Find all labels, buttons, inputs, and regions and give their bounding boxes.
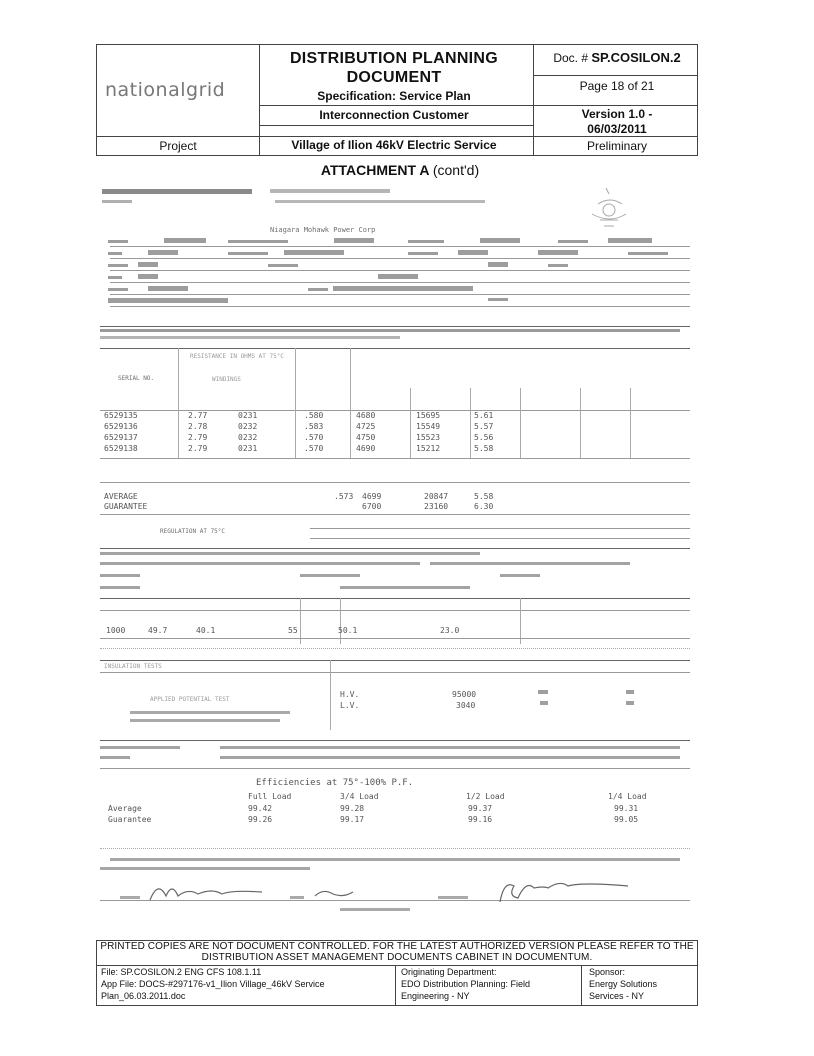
serial-cell: 6529135 [104, 411, 138, 420]
orig-line: EDO Distribution Planning: Field [401, 979, 531, 989]
noload-cell: 4750 [356, 433, 376, 442]
test-hv-label: H.V. [340, 690, 360, 699]
version-label: Version 1.0 - [581, 107, 653, 121]
eff-cell: 99.28 [340, 804, 365, 813]
scanned-header-text [100, 186, 590, 216]
loadloss-cell: 15523 [416, 433, 441, 442]
title-line-2: DOCUMENT [346, 69, 442, 86]
imp-cell: 5.61 [474, 411, 494, 420]
scanned-test-note [130, 710, 310, 726]
doc-number-value: SP.COSILON.2 [591, 50, 681, 65]
attachment-suffix: (cont'd) [432, 162, 480, 178]
serial-cell: 6529137 [104, 433, 138, 442]
table-rule [310, 538, 690, 539]
test-lv-label: L.V. [340, 701, 360, 710]
table-rule [100, 768, 690, 769]
table-col [630, 388, 631, 458]
lv-cell: 0232 [238, 422, 258, 431]
test-lv-value: 3040 [456, 701, 476, 710]
hv-cell: 2.79 [188, 444, 208, 453]
table-col [520, 388, 521, 458]
divider [533, 45, 534, 155]
noload-cell: 4725 [356, 422, 376, 431]
resistance-header: RESISTANCE IN OHMS AT 75°C [190, 353, 284, 360]
dashed-rule [100, 648, 690, 649]
table-col [470, 388, 471, 458]
divider [581, 965, 582, 1005]
eff-header: 1/2 Load [466, 792, 505, 801]
eff-header: 1/4 Load [608, 792, 647, 801]
section-rule [100, 598, 690, 599]
sponsor-line: Sponsor: [589, 967, 626, 977]
customer-label: Interconnection Customer [319, 108, 469, 122]
serial-cell: 6529138 [104, 444, 138, 453]
table-col [410, 388, 411, 458]
attachment-heading: ATTACHMENT A [320, 162, 429, 178]
applied-potential-label: APPLIED POTENTIAL TEST [150, 696, 230, 703]
ambient-cell: 23.0 [440, 626, 460, 635]
eff-cell: 99.17 [340, 815, 365, 824]
file-line: App File: DOCS-#297176-v1_Ilion Village_46kV Service [101, 979, 325, 989]
eff-cell: 99.37 [468, 804, 493, 813]
serial-no-header: SERIAL NO. [118, 375, 155, 382]
lv-cell: 0231 [238, 444, 258, 453]
dashed-rule [100, 848, 690, 849]
guarantee-imp: 6.30 [474, 502, 494, 511]
company-logo: nationalgrid [105, 79, 226, 101]
insulation-tests-label: INSULATION TESTS [104, 663, 162, 670]
hv-rise-cell: 49.7 [148, 626, 168, 635]
attachment-title [0, 162, 800, 178]
doc-number-label: Doc. # [553, 51, 588, 65]
regulation-label: REGULATION AT 75°C [160, 528, 226, 535]
field-line [110, 306, 690, 307]
noload-cell: 4690 [356, 444, 376, 453]
serial-cell: 6529136 [104, 422, 138, 431]
average-excite: .573 [334, 492, 354, 501]
table-rule [100, 458, 690, 459]
document-title [259, 49, 529, 87]
table-rule [100, 610, 690, 611]
notice-line-1: PRINTED COPIES ARE NOT DOCUMENT CONTROLLED. FOR THE LATEST AUTHORIZED VERSION PLEASE REFER TO THE [100, 941, 694, 952]
document-footer [96, 940, 698, 1006]
load-cell: 1000 [106, 626, 126, 635]
page-number: Page 18 of 21 [579, 79, 655, 93]
hv-cell: 2.78 [188, 422, 208, 431]
page-reference [340, 906, 420, 914]
guarantee-noload: 6700 [362, 502, 382, 511]
average-imp: 5.58 [474, 492, 494, 501]
excite-cell: .570 [304, 433, 324, 442]
divider [259, 105, 697, 106]
file-line: Plan_06.03.2011.doc [101, 991, 186, 1001]
orig-line: Originating Department: [401, 967, 497, 977]
imp-cell: 5.56 [474, 433, 494, 442]
guarantee-rise-cell: 55 [288, 626, 298, 635]
table-col [580, 388, 581, 458]
file-line: File: SP.COSILON.2 ENG CFS 108.1.11 [101, 967, 262, 977]
eff-cell: 99.16 [468, 815, 493, 824]
guarantee-label: GUARANTEE [104, 502, 148, 511]
hv-cell: 2.79 [188, 433, 208, 442]
eff-row-label: Average [108, 804, 142, 813]
eff-header: Full Load [248, 792, 292, 801]
table-rule [100, 514, 690, 515]
project-label: Project [159, 139, 197, 153]
scanned-section-note [100, 328, 690, 344]
test-hv-value: 95000 [452, 690, 477, 699]
average-noload: 4699 [362, 492, 382, 501]
scanned-induced-test [100, 744, 690, 766]
loadloss-cell: 15549 [416, 422, 441, 431]
divider [259, 125, 533, 126]
table-col [350, 348, 351, 458]
divider [533, 75, 697, 76]
section-rule [100, 326, 690, 327]
notice-line-2: DISTRIBUTION ASSET MANAGEMENT DOCUMENTS CABINET IN DOCUMENTUM. [201, 952, 593, 963]
lv-cell: 0232 [238, 433, 258, 442]
imp-cell: 5.58 [474, 444, 494, 453]
specification-label: Specification: Service Plan [317, 89, 471, 103]
section-rule [100, 548, 690, 549]
section-rule [100, 740, 690, 741]
sponsor [585, 966, 699, 1002]
noload-cell: 4680 [356, 411, 376, 420]
lv-rise-cell: 40.1 [196, 626, 216, 635]
inspection-stamp [584, 184, 634, 230]
loadloss-cell: 15695 [416, 411, 441, 420]
eff-row-label: Guarantee [108, 815, 152, 824]
version-date: 06/03/2011 [587, 122, 647, 136]
eff-cell: 99.26 [248, 815, 273, 824]
eff-cell: 99.05 [614, 815, 639, 824]
table-col [295, 348, 296, 458]
fluid-rise-cell: 50.1 [338, 626, 358, 635]
excite-cell: .570 [304, 444, 324, 453]
hv-cell: 2.77 [188, 411, 208, 420]
excite-cell: .580 [304, 411, 324, 420]
eff-cell: 99.42 [248, 804, 273, 813]
scanned-test-marks [530, 688, 650, 712]
sponsor-line: Energy Solutions [589, 979, 658, 989]
table-col [330, 660, 331, 730]
originating-department [397, 966, 581, 1002]
title-line-1: DISTRIBUTION PLANNING [289, 50, 499, 67]
efficiency-title: Efficiencies at 75°-100% P.F. [256, 778, 414, 788]
status-label: Preliminary [586, 139, 647, 153]
windings-header: WINDINGS [212, 376, 241, 383]
version [537, 107, 697, 137]
lv-cell: 0231 [238, 411, 258, 420]
average-label: AVERAGE [104, 492, 138, 501]
scanned-field-values [108, 236, 698, 306]
table-rule [310, 528, 690, 529]
customer-name: Niagara Mohawk Power Corp [270, 226, 376, 234]
eff-cell: 99.31 [614, 804, 639, 813]
control-notice [97, 941, 697, 966]
table-col [178, 348, 179, 458]
imp-cell: 5.57 [474, 422, 494, 431]
table-rule [100, 482, 690, 483]
project-name: Village of Ilion 46kV Electric Service [291, 138, 497, 152]
doc-number [537, 50, 697, 65]
table-rule [100, 348, 690, 349]
section-rule [100, 660, 690, 661]
average-loadloss: 20847 [424, 492, 449, 501]
table-rule [100, 672, 690, 673]
loadloss-cell: 15212 [416, 444, 441, 453]
divider [395, 965, 396, 1005]
eff-header: 3/4 Load [340, 792, 379, 801]
file-info [97, 966, 393, 1002]
scanned-certification [100, 856, 690, 874]
document-header [96, 44, 698, 156]
scanned-temperature-notes [100, 552, 690, 596]
excite-cell: .583 [304, 422, 324, 431]
guarantee-loadloss: 23160 [424, 502, 449, 511]
table-rule [100, 638, 690, 639]
sponsor-line: Services - NY [589, 991, 645, 1001]
orig-line: Engineering - NY [401, 991, 470, 1001]
